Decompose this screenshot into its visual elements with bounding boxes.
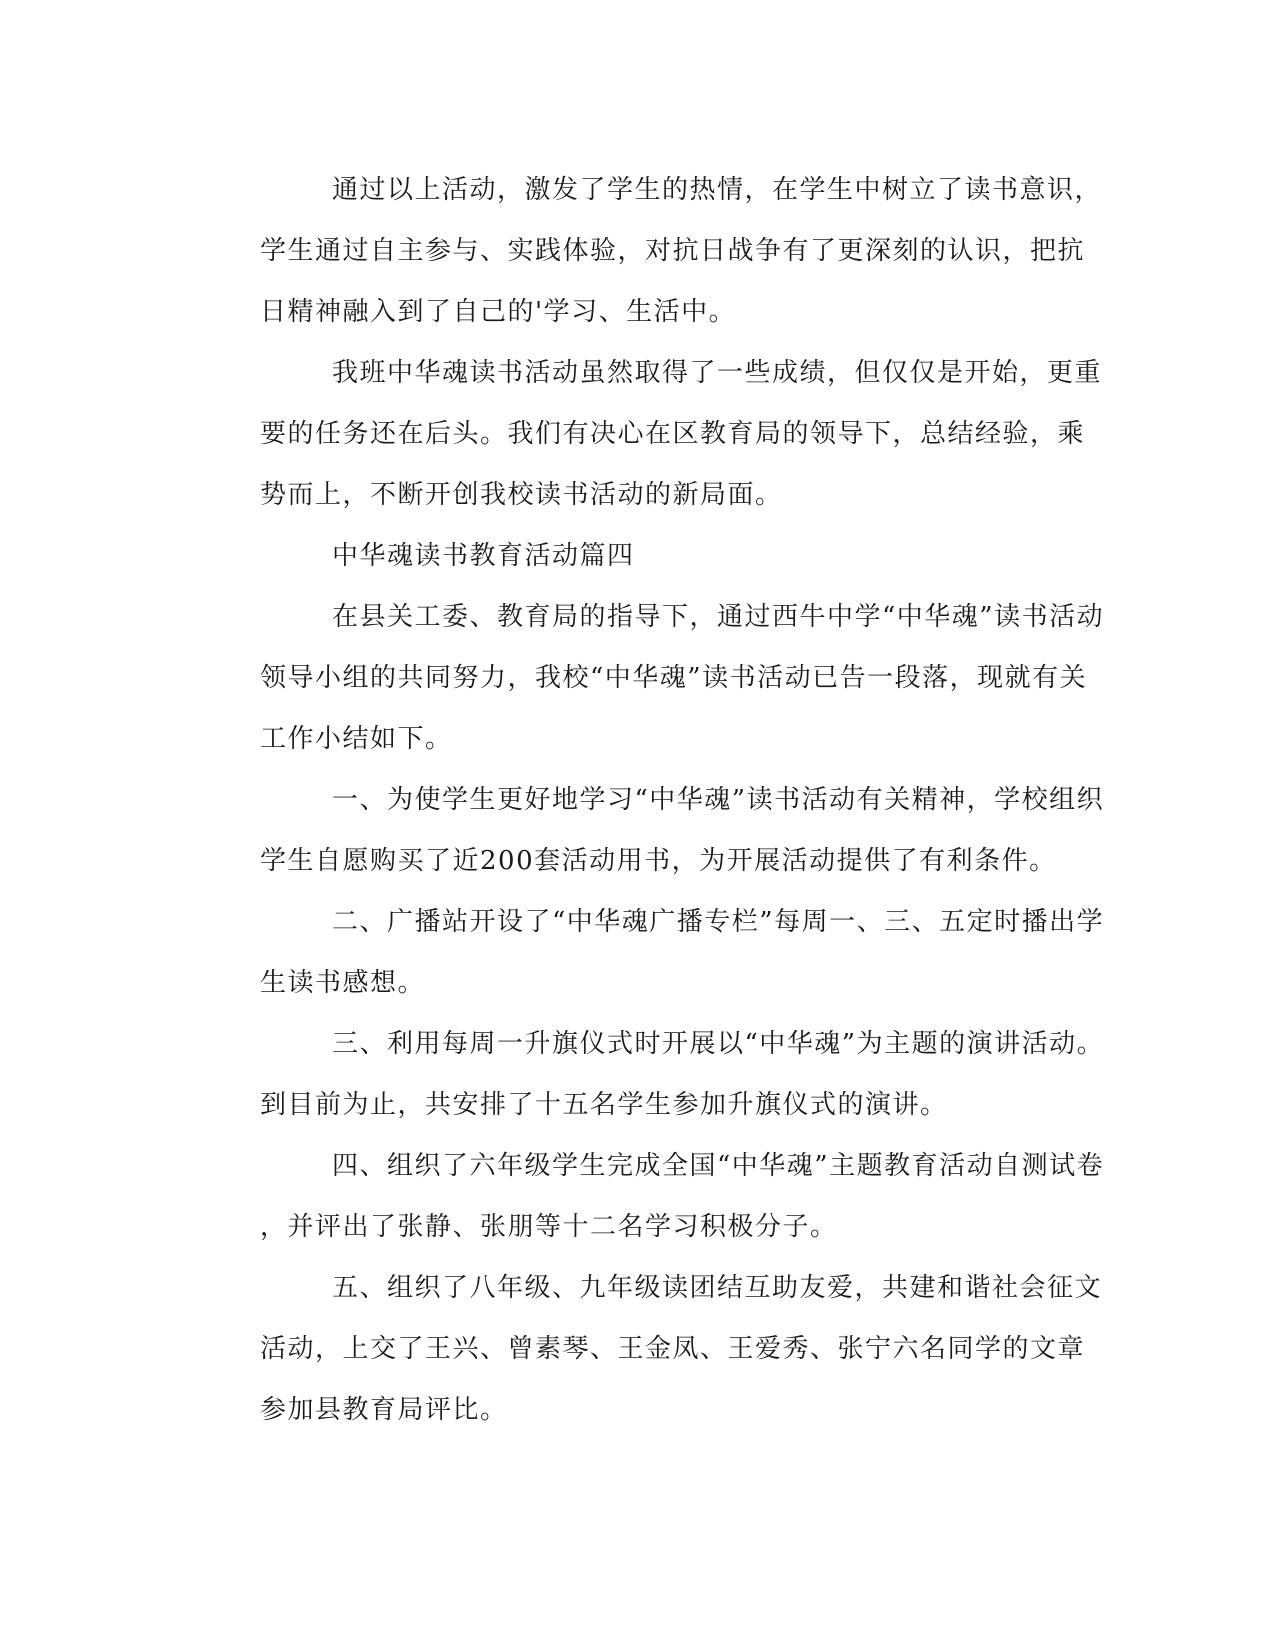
paragraph-7: [188, 1136, 1105, 1258]
text-line: 五、组织了八年级、九年级读团结互助友爱，共建和谐社会征文: [332, 1273, 1103, 1303]
paragraph-8: [188, 1258, 1103, 1441]
text-line: 到目前为止，共安排了十五名学生参加升旗仪式的演讲。: [260, 1090, 948, 1120]
text-line: 要的任务还在后头。我们有决心在区教育局的领导下，总结经验，乘: [260, 419, 1086, 449]
text-line: 生读书感想。: [260, 968, 426, 998]
text-line: 我班中华魂读书活动虽然取得了一些成绩，但仅仅是开始，更重: [332, 358, 1103, 388]
paragraph-2: [188, 343, 1103, 526]
text-line: 二、广播站开设了“中华魂广播专栏”每周一、三、五定时播出学: [332, 907, 1105, 937]
paragraph-6: [188, 1014, 1105, 1136]
document-page: [188, 160, 1105, 1441]
paragraph-3: [188, 587, 1105, 770]
text-line: 工作小结如下。: [260, 724, 453, 754]
paragraph-4: [188, 770, 1105, 892]
text-line: 活动，上交了王兴、曾素琴、王金凤、王爱秀、张宁六名同学的文章: [260, 1334, 1086, 1364]
text-line: 参加县教育局评比。: [260, 1395, 508, 1425]
text-line: 领导小组的共同努力，我校“中华魂”读书活动已告一段落，现就有关: [260, 663, 1088, 693]
section-heading: [188, 526, 1068, 587]
paragraph-1: [188, 160, 1103, 343]
text-line: ，并评出了张静、张朋等十二名学习积极分子。: [260, 1212, 838, 1242]
text-line: 三、利用每周一升旗仪式时开展以“中华魂”为主题的演讲活动。: [332, 1029, 1105, 1059]
paragraph-5: [188, 892, 1105, 1014]
text-line: 一、为使学生更好地学习“中华魂”读书活动有关精神，学校组织: [332, 785, 1105, 815]
text-line: 通过以上活动，激发了学生的热情，在学生中树立了读书意识，: [332, 175, 1103, 205]
heading-text: 中华魂读书教育活动篇四: [332, 541, 635, 571]
text-line: 日精神融入到了自己的'学习、生活中。: [260, 297, 737, 327]
text-line: 学生通过自主参与、实践体验，对抗日战争有了更深刻的认识，把抗: [260, 236, 1086, 266]
text-line: 在县关工委、教育局的指导下，通过西牛中学“中华魂”读书活动: [332, 602, 1105, 632]
text-line: 学生自愿购买了近200套活动用书，为开展活动提供了有利条件。: [260, 846, 1057, 876]
text-line: 四、组织了六年级学生完成全国“中华魂”主题教育活动自测试卷: [332, 1151, 1105, 1181]
text-line: 势而上，不断开创我校读书活动的新局面。: [260, 480, 783, 510]
